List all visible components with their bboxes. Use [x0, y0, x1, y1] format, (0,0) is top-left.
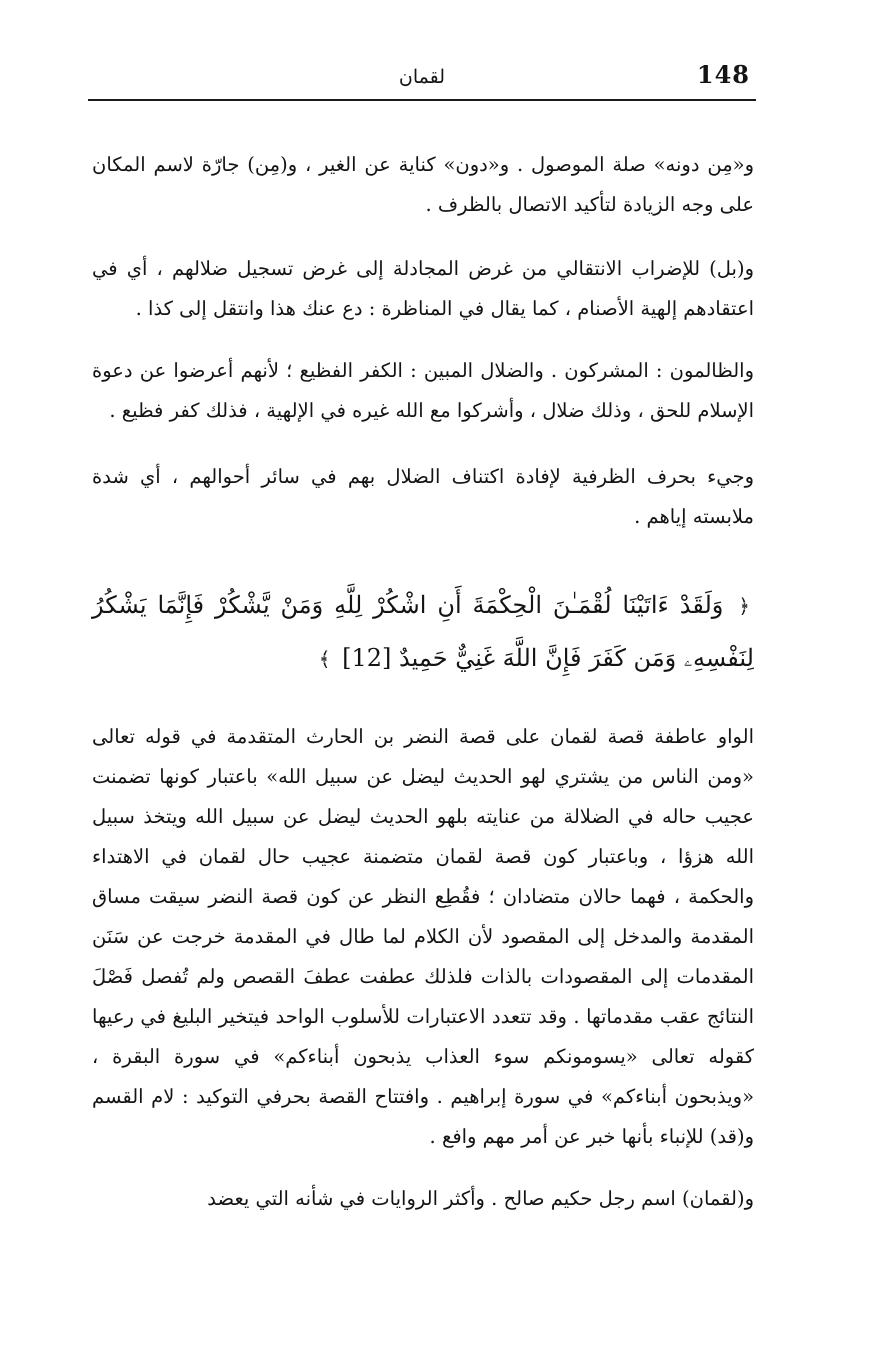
quran-verse: [92, 579, 754, 685]
verse-text: وَلَقَدْ ءَاتَيْنَا لُقْمَـٰنَ الْحِكْمَةَ أَنِ اشْكُرْ لِلَّهِ وَمَنْ يَّشْكُرْ فَإِنَّمَا يَشْكُرُ لِنَفْسِهِۦ وَمَن كَفَرَ فَإِنَّ اللَّهَ غَنِيٌّ حَمِيدٌ: [92, 591, 754, 672]
verse-open-bracket: ﴿: [738, 594, 750, 618]
page-number: 148: [696, 60, 750, 89]
body-text: [92, 145, 754, 1219]
verse-close-bracket: ﴾: [318, 647, 331, 671]
running-title: لقمان: [398, 66, 446, 88]
paragraph: والظالمون : المشركون . والضلال المبين : الكفر الفظيع ؛ لأنهم أعرضوا عن دعوة الإسلام للحق ، وذلك ضلال ، وأشركوا مع الله غيره في الإلهية ، فذلك كفر فظيع .: [92, 359, 754, 422]
paragraph: الواو عاطفة قصة لقمان على قصة النضر بن الحارث المتقدمة في قوله تعالى «ومن الناس من يشتري لهو الحديث ليضل عن سبيل الله» باعتبار كونها تضمنت عجيب حاله في الضلالة من عنايته بلهو الحديث ليضل عن سبيل الله ويتخذ سبيل الله هزؤا ، وباعتبار كون قصة لقمان متضمنة عجيب حال لقمان في الاهتداء والحكمة ، فهما حالان متضادان ؛ فقُطِع النظر عن كون قصة النضر سيقت مساق المقدمة والمدخل إلى المقصود لأن الكلام لما طال في المقدمة خرجت عن سَنَن المقدمات إلى المقصودات بالذات فلذلك عطفت عطفَ القصص ولم تُفصل فَصْلَ النتائج عقب مقدماتها . وقد تتعدد الاعتبارات للأسلوب الواحد فيتخير البليغ في رعيها كقوله تعالى «يسومونكم سوء العذاب يذبحون أبناءكم» في سورة البقرة ، «ويذبحون أبناءكم» في سورة إبراهيم . وافتتاح القصة بحرفي التوكيد : لام القسم و(قد) للإنباء بأنها خبر عن أمر مهم وافع .: [92, 725, 754, 1148]
paragraph: و«مِن دونه» صلة الموصول . و«دون» كناية عن الغير ، و(مِن) جارّة لاسم المكان على وجه الزيادة لتأكيد الاتصال بالظرف .: [92, 153, 754, 216]
paragraph: و(بل) للإضراب الانتقالي من غرض المجادلة إلى غرض تسجيل ضلالهم ، أي في اعتقادهم إلهية الأصنام ، كما يقال في المناظرة : دع عنك هذا وانتقل إلى كذا .: [92, 257, 754, 320]
page-header: [88, 52, 756, 98]
header-rule: [88, 99, 756, 101]
verse-number: [12]: [342, 644, 392, 672]
paragraph: وجيء بحرف الظرفية لإفادة اكتناف الضلال بهم في سائر أحوالهم ، أي شدة ملابسته إياهم .: [92, 465, 754, 528]
paragraph: و(لقمان) اسم رجل حكيم صالح . وأكثر الروايات في شأنه التي يعضد: [207, 1187, 754, 1210]
